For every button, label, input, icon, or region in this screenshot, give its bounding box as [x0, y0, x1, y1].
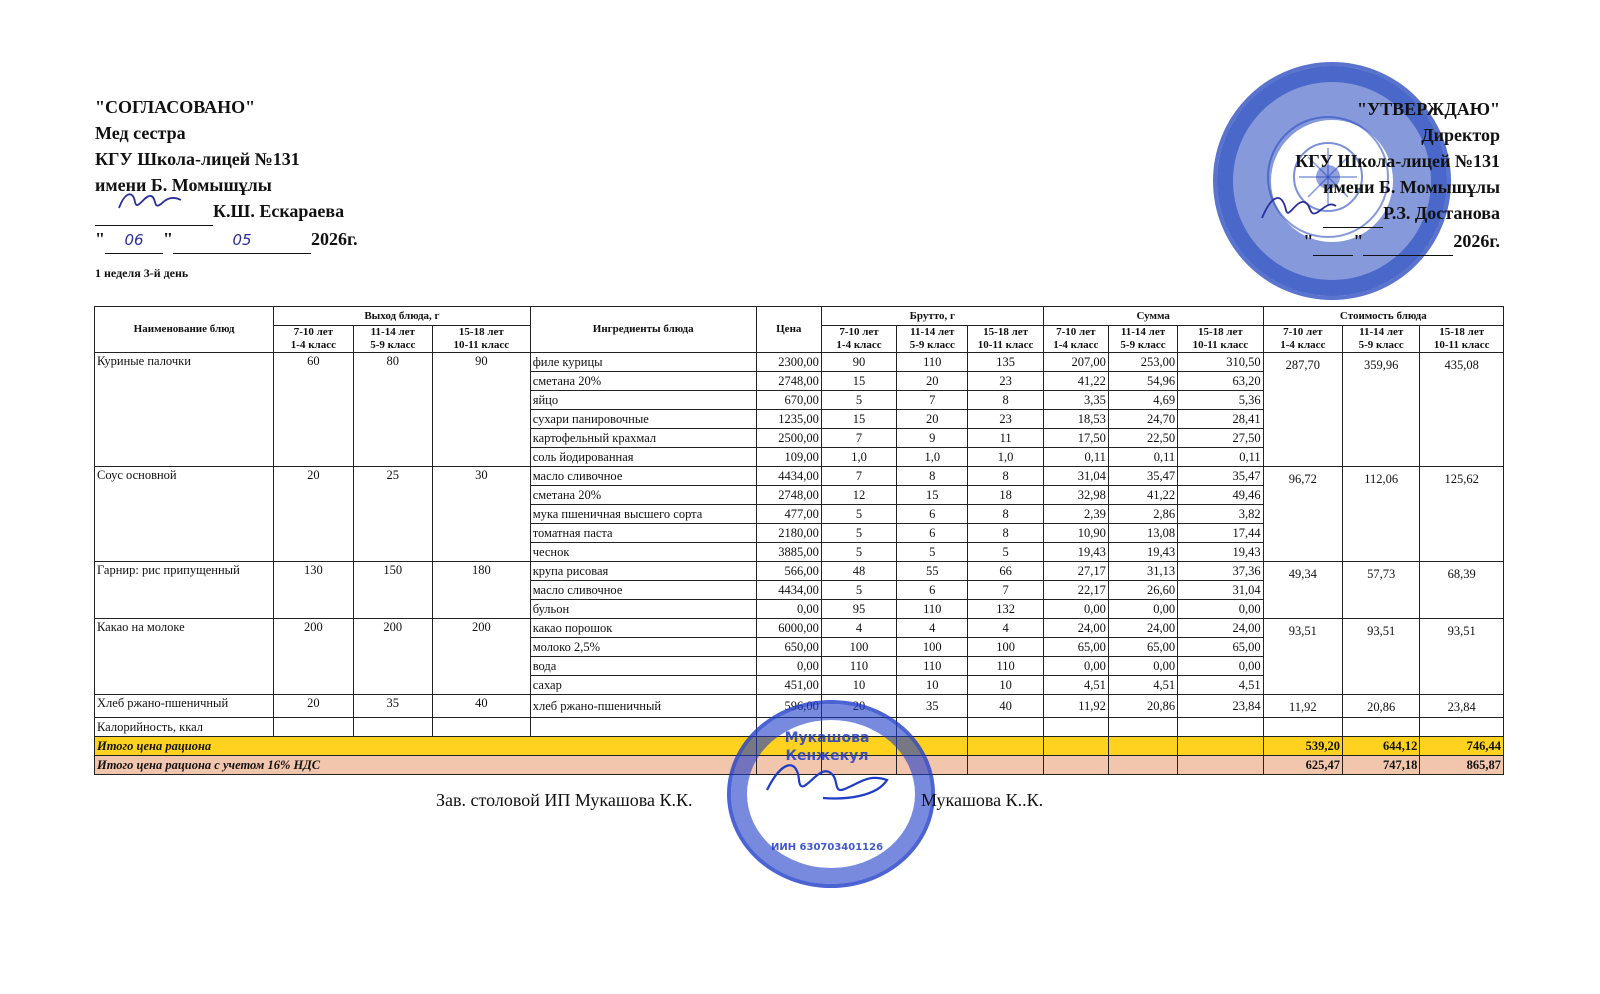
ingredient-sum: 63,20: [1178, 372, 1264, 391]
empty-cell: [1043, 756, 1108, 775]
header-class: 10-11 класс: [977, 339, 1034, 351]
ingredient-brutto: 8: [968, 467, 1043, 486]
header-dish: Наименование блюд: [95, 307, 274, 353]
empty-cell: [1108, 718, 1177, 737]
week-label: 1 неделя 3-й день: [95, 266, 189, 280]
dish-name: Куриные палочки: [95, 353, 274, 467]
ingredient-sum: 31,04: [1178, 581, 1264, 600]
ingredient-name: соль йодированная: [530, 448, 756, 467]
approval-right-title: "УТВЕРЖДАЮ": [1356, 99, 1500, 119]
header-age: 7-10 лет: [1283, 326, 1323, 338]
header-age: 7-10 лет: [839, 326, 879, 338]
header-age: 15-18 лет: [1197, 326, 1243, 338]
vat-value: 865,87: [1420, 756, 1504, 775]
ingredient-brutto: 100: [821, 638, 896, 657]
ingredient-brutto: 4: [897, 619, 968, 638]
empty-cell: [968, 718, 1043, 737]
dish-cost: 125,62: [1420, 467, 1504, 562]
ingredient-brutto: 1,0: [968, 448, 1043, 467]
dish-cost: 435,08: [1420, 353, 1504, 467]
table-row: [95, 353, 1504, 372]
ingredient-brutto: 15: [897, 486, 968, 505]
ingredient-brutto: 66: [968, 562, 1043, 581]
ingredient-name: филе курицы: [530, 353, 756, 372]
ingredient-sum: 23,84: [1178, 695, 1264, 718]
ingredient-sum: 10,90: [1043, 524, 1108, 543]
header-age-class-2: [1343, 326, 1420, 353]
ingredient-sum: 20,86: [1108, 695, 1177, 718]
header-age: 15-18 лет: [458, 326, 504, 338]
ingredient-name: мука пшеничная высшего сорта: [530, 505, 756, 524]
dish-name: Соус основной: [95, 467, 274, 562]
ingredient-name: сухари панировочные: [530, 410, 756, 429]
ingredient-sum: 0,00: [1043, 657, 1108, 676]
approval-right-org-name: имени Б. Момышұлы: [1323, 177, 1500, 197]
header-class: 1-4 класс: [1280, 339, 1326, 351]
ingredient-brutto: 110: [897, 600, 968, 619]
ingredient-brutto: 7: [821, 429, 896, 448]
ingredient-brutto: 5: [821, 524, 896, 543]
footer-left: Зав. столовой ИП Мукашова К.К.: [436, 790, 693, 810]
ingredient-price: 451,00: [756, 676, 821, 695]
total-value: 746,44: [1420, 737, 1504, 756]
ingredient-brutto: 110: [968, 657, 1043, 676]
header-class: 10-11 класс: [453, 339, 510, 351]
empty-cell: [1108, 737, 1177, 756]
total-value: 644,12: [1343, 737, 1420, 756]
dish-cost: 112,06: [1343, 467, 1420, 562]
header-age-class-3: [432, 326, 530, 353]
total-value: 539,20: [1263, 737, 1342, 756]
approval-left-year: 2026г.: [311, 229, 358, 249]
canteen-stamp-line1: Мукашова: [784, 730, 870, 746]
ingredient-sum: 31,04: [1043, 467, 1108, 486]
ingredient-sum: 5,36: [1178, 391, 1264, 410]
header-class: 5-9 класс: [909, 339, 955, 351]
ingredient-sum: 37,36: [1178, 562, 1264, 581]
ingredient-brutto: 8: [968, 524, 1043, 543]
footer-right: Мукашова К..К.: [921, 790, 1044, 810]
ingredient-price: 670,00: [756, 391, 821, 410]
dish-cost: 93,51: [1343, 619, 1420, 695]
ingredient-sum: 41,22: [1108, 486, 1177, 505]
ingredient-sum: 65,00: [1108, 638, 1177, 657]
ingredient-sum: 65,00: [1178, 638, 1264, 657]
header-sum: Сумма: [1043, 307, 1263, 326]
ingredient-price: 2748,00: [756, 486, 821, 505]
approval-right: [1250, 96, 1500, 256]
empty-cell: [1178, 718, 1264, 737]
ingredient-sum: 13,08: [1108, 524, 1177, 543]
ingredient-name: крупа рисовая: [530, 562, 756, 581]
ingredient-sum: 3,82: [1178, 505, 1264, 524]
ingredient-price: 4434,00: [756, 467, 821, 486]
ingredient-price: 2748,00: [756, 372, 821, 391]
ingredient-price: 109,00: [756, 448, 821, 467]
ingredient-sum: 4,69: [1108, 391, 1177, 410]
dish-output: 60: [274, 353, 353, 467]
approval-right-day: [1313, 229, 1353, 256]
ingredient-sum: 24,00: [1178, 619, 1264, 638]
ingredient-sum: 18,53: [1043, 410, 1108, 429]
ingredient-sum: 0,00: [1108, 600, 1177, 619]
ingredient-brutto: 10: [897, 676, 968, 695]
ingredient-sum: 0,00: [1108, 657, 1177, 676]
approval-left: [95, 94, 358, 254]
ingredient-sum: 24,00: [1043, 619, 1108, 638]
dish-cost: 23,84: [1420, 695, 1504, 718]
header-age: 7-10 лет: [293, 326, 334, 338]
table-row: [95, 467, 1504, 486]
header-class: 5-9 класс: [1358, 339, 1404, 351]
header-age-class-1: [821, 326, 896, 353]
menu-table-header: [95, 307, 1504, 353]
approval-right-role: Директор: [1421, 125, 1500, 145]
dish-output: 20: [274, 467, 353, 562]
approval-left-date: " 06 " 05 2026г.: [95, 226, 358, 254]
ingredient-price: 2500,00: [756, 429, 821, 448]
ingredient-sum: 3,35: [1043, 391, 1108, 410]
approval-right-year: 2026г.: [1453, 231, 1500, 251]
ingredient-brutto: 6: [897, 524, 968, 543]
ingredient-name: чеснок: [530, 543, 756, 562]
header-brutto: Брутто, г: [821, 307, 1043, 326]
ingredient-sum: 2,39: [1043, 505, 1108, 524]
ingredient-sum: 17,50: [1043, 429, 1108, 448]
footer: [436, 790, 1076, 811]
header-age: 11-14 лет: [1359, 326, 1404, 338]
ingredient-brutto: 7: [897, 391, 968, 410]
approval-right-signer: Р.З. Достанова: [1383, 203, 1500, 223]
header-price: Цена: [756, 307, 821, 353]
ingredient-brutto: 55: [897, 562, 968, 581]
header-class: 1-4 класс: [290, 339, 336, 351]
table-row: [95, 562, 1504, 581]
ingredient-name: бульон: [530, 600, 756, 619]
ingredient-brutto: 100: [897, 638, 968, 657]
ingredient-brutto: 35: [897, 695, 968, 718]
ingredient-brutto: 95: [821, 600, 896, 619]
ingredient-brutto: 40: [968, 695, 1043, 718]
ingredient-brutto: 23: [968, 372, 1043, 391]
ingredient-sum: 11,92: [1043, 695, 1108, 718]
header-age-class-2: [353, 326, 432, 353]
approval-left-org: КГУ Школа-лицей №131: [95, 149, 300, 169]
approval-right-org: КГУ Школа-лицей №131: [1295, 151, 1500, 171]
header-cost: Стоимость блюда: [1263, 307, 1503, 326]
ingredient-name: вода: [530, 657, 756, 676]
header-age: 15-18 лет: [983, 326, 1029, 338]
ingredient-brutto: 8: [897, 467, 968, 486]
ingredient-brutto: 110: [821, 657, 896, 676]
dish-cost: 11,92: [1263, 695, 1342, 718]
dish-output: 35: [353, 695, 432, 718]
director-signature: [1258, 190, 1338, 226]
ingredient-brutto: 4: [968, 619, 1043, 638]
ingredient-name: какао порошок: [530, 619, 756, 638]
ingredient-brutto: 132: [968, 600, 1043, 619]
ingredient-sum: 26,60: [1108, 581, 1177, 600]
ingredient-price: 0,00: [756, 600, 821, 619]
dish-output: 200: [274, 619, 353, 695]
ingredient-price: 2300,00: [756, 353, 821, 372]
ingredient-brutto: 8: [968, 391, 1043, 410]
ingredient-brutto: 5: [968, 543, 1043, 562]
ingredient-brutto: 5: [821, 581, 896, 600]
ingredient-brutto: 15: [821, 372, 896, 391]
ingredient-sum: 4,51: [1043, 676, 1108, 695]
ingredient-brutto: 20: [897, 372, 968, 391]
empty-cell: [274, 718, 353, 737]
approval-left-month: 05: [173, 227, 311, 254]
ingredient-price: 2180,00: [756, 524, 821, 543]
ingredient-sum: 24,70: [1108, 410, 1177, 429]
empty-cell: [968, 737, 1043, 756]
medical-signature: [115, 186, 185, 216]
header-class: 1-4 класс: [836, 339, 882, 351]
ingredient-brutto: 15: [821, 410, 896, 429]
ingredient-name: сметана 20%: [530, 486, 756, 505]
ingredient-sum: 310,50: [1178, 353, 1264, 372]
ingredient-sum: 19,43: [1043, 543, 1108, 562]
dish-cost: 359,96: [1343, 353, 1420, 467]
empty-cell: [1343, 718, 1420, 737]
approval-right-month: [1363, 229, 1453, 256]
dish-name: Хлеб ржано-пшеничный: [95, 695, 274, 718]
ingredient-brutto: 110: [897, 353, 968, 372]
ingredient-sum: 0,11: [1178, 448, 1264, 467]
ingredient-brutto: 11: [968, 429, 1043, 448]
header-age: 11-14 лет: [370, 326, 415, 338]
ingredient-price: 6000,00: [756, 619, 821, 638]
ingredient-sum: 207,00: [1043, 353, 1108, 372]
ingredient-price: 650,00: [756, 638, 821, 657]
approval-left-title: "СОГЛАСОВАНО": [95, 97, 256, 117]
ingredient-brutto: 5: [897, 543, 968, 562]
ingredient-brutto: 1,0: [897, 448, 968, 467]
ingredient-name: сахар: [530, 676, 756, 695]
ingredient-sum: 22,17: [1043, 581, 1108, 600]
header-age-class-2: [897, 326, 968, 353]
ingredient-brutto: 4: [821, 619, 896, 638]
vat-value: 747,18: [1343, 756, 1420, 775]
ingredient-brutto: 5: [821, 391, 896, 410]
ingredient-sum: 22,50: [1108, 429, 1177, 448]
header-age: 7-10 лет: [1056, 326, 1096, 338]
ingredient-name: сметана 20%: [530, 372, 756, 391]
dish-cost: 20,86: [1343, 695, 1420, 718]
ingredient-sum: 4,51: [1108, 676, 1177, 695]
ingredient-sum: 19,43: [1178, 543, 1264, 562]
dish-cost: 93,51: [1263, 619, 1342, 695]
approval-left-signer: К.Ш. Ескараева: [213, 201, 345, 221]
calorie-label: Калорийность, ккал: [95, 718, 274, 737]
ingredient-sum: 2,86: [1108, 505, 1177, 524]
ingredient-brutto: 5: [821, 505, 896, 524]
header-class: 5-9 класс: [1120, 339, 1166, 351]
empty-cell: [1263, 718, 1342, 737]
dish-output: 150: [353, 562, 432, 619]
ingredient-price: 4434,00: [756, 581, 821, 600]
ingredient-brutto: 48: [821, 562, 896, 581]
ingredient-sum: 253,00: [1108, 353, 1177, 372]
ingredient-brutto: 10: [968, 676, 1043, 695]
canteen-stamp-iin: ИИН 630703401126: [770, 842, 884, 853]
empty-cell: [1043, 718, 1108, 737]
dish-output: 130: [274, 562, 353, 619]
dish-output: 180: [432, 562, 530, 619]
empty-cell: [1043, 737, 1108, 756]
ingredient-name: томатная паста: [530, 524, 756, 543]
ingredient-sum: 35,47: [1108, 467, 1177, 486]
ingredient-brutto: 90: [821, 353, 896, 372]
ingredient-brutto: 135: [968, 353, 1043, 372]
ingredient-brutto: 6: [897, 505, 968, 524]
vat-value: 625,47: [1263, 756, 1342, 775]
header-age-class-3: [1420, 326, 1504, 353]
header-ingredients: Ингредиенты блюда: [530, 307, 756, 353]
header-age-class-3: [1178, 326, 1264, 353]
empty-cell: [530, 718, 756, 737]
ingredient-brutto: 6: [897, 581, 968, 600]
ingredient-sum: 19,43: [1108, 543, 1177, 562]
dish-output: 20: [274, 695, 353, 718]
ingredient-brutto: 110: [897, 657, 968, 676]
dish-cost: 68,39: [1420, 562, 1504, 619]
approval-right-date: " " 2026г.: [1250, 228, 1500, 256]
ingredient-brutto: 1,0: [821, 448, 896, 467]
canteen-stamp-line2: Кенжекул: [785, 748, 869, 764]
dish-output: 90: [432, 353, 530, 467]
ingredient-price: 3885,00: [756, 543, 821, 562]
ingredient-sum: 41,22: [1043, 372, 1108, 391]
header-output: Выход блюда, г: [274, 307, 531, 326]
ingredient-sum: 28,41: [1178, 410, 1264, 429]
total-label: Итого цена рациона: [95, 737, 757, 756]
header-age: 11-14 лет: [910, 326, 955, 338]
dish-cost: 96,72: [1263, 467, 1342, 562]
ingredient-brutto: 7: [968, 581, 1043, 600]
ingredient-sum: 65,00: [1043, 638, 1108, 657]
ingredient-sum: 27,50: [1178, 429, 1264, 448]
ingredient-brutto: 5: [821, 543, 896, 562]
ingredient-sum: 0,00: [1043, 600, 1108, 619]
ingredient-name: молоко 2,5%: [530, 638, 756, 657]
header-age-class-3: [968, 326, 1043, 353]
ingredient-sum: 27,17: [1043, 562, 1108, 581]
dish-output: 80: [353, 353, 432, 467]
header-age: 11-14 лет: [1120, 326, 1166, 338]
vat-label: Итого цена рациона с учетом 16% НДС: [95, 756, 757, 775]
header-age-class-1: [274, 326, 353, 353]
header-age-class-2: [1108, 326, 1177, 353]
ingredient-brutto: 12: [821, 486, 896, 505]
ingredient-price: 596,00: [756, 695, 821, 718]
dish-output: 30: [432, 467, 530, 562]
header-age: 15-18 лет: [1439, 326, 1485, 338]
ingredient-price: 477,00: [756, 505, 821, 524]
ingredient-sum: 35,47: [1178, 467, 1264, 486]
ingredient-sum: 0,00: [1178, 657, 1264, 676]
header-class: 1-4 класс: [1053, 339, 1099, 351]
ingredient-sum: 0,11: [1043, 448, 1108, 467]
approval-left-day: 06: [105, 227, 163, 254]
ingredient-brutto: 100: [968, 638, 1043, 657]
ingredient-brutto: 18: [968, 486, 1043, 505]
header-class: 5-9 класс: [370, 339, 416, 351]
approval-left-org-name: имени Б. Момышұлы: [95, 175, 272, 195]
ingredient-brutto: 9: [897, 429, 968, 448]
table-row: [95, 619, 1504, 638]
ingredient-sum: 4,51: [1178, 676, 1264, 695]
ingredient-sum: 32,98: [1043, 486, 1108, 505]
dish-name: Гарнир: рис припущенный: [95, 562, 274, 619]
dish-cost: 57,73: [1343, 562, 1420, 619]
empty-cell: [1178, 737, 1264, 756]
empty-cell: [1108, 756, 1177, 775]
dish-cost: 93,51: [1420, 619, 1504, 695]
ingredient-name: масло сливочное: [530, 581, 756, 600]
dish-output: 200: [353, 619, 432, 695]
ingredient-price: 1235,00: [756, 410, 821, 429]
header-class: 10-11 класс: [1433, 339, 1490, 351]
empty-cell: [1420, 718, 1504, 737]
ingredient-brutto: 8: [968, 505, 1043, 524]
ingredient-sum: 17,44: [1178, 524, 1264, 543]
ingredient-brutto: 7: [821, 467, 896, 486]
empty-cell: [968, 756, 1043, 775]
ingredient-sum: 24,00: [1108, 619, 1177, 638]
ingredient-price: 566,00: [756, 562, 821, 581]
ingredient-sum: 0,11: [1108, 448, 1177, 467]
dish-cost: 287,70: [1263, 353, 1342, 467]
empty-cell: [353, 718, 432, 737]
ingredient-sum: 54,96: [1108, 372, 1177, 391]
ingredient-name: масло сливочное: [530, 467, 756, 486]
ingredient-brutto: 23: [968, 410, 1043, 429]
ingredient-name: хлеб ржано-пшеничный: [530, 695, 756, 718]
ingredient-sum: 31,13: [1108, 562, 1177, 581]
ingredient-brutto: 20: [821, 695, 896, 718]
ingredient-name: яйцо: [530, 391, 756, 410]
ingredient-name: картофельный крахмал: [530, 429, 756, 448]
dish-output: 25: [353, 467, 432, 562]
approval-left-role: Мед сестра: [95, 123, 186, 143]
header-age-class-1: [1263, 326, 1342, 353]
dish-cost: 49,34: [1263, 562, 1342, 619]
dish-name: Какао на молоке: [95, 619, 274, 695]
ingredient-sum: 49,46: [1178, 486, 1264, 505]
empty-cell: [1178, 756, 1264, 775]
ingredient-sum: 0,00: [1178, 600, 1264, 619]
dish-output: 40: [432, 695, 530, 718]
ingredient-price: 0,00: [756, 657, 821, 676]
header-age-class-1: [1043, 326, 1108, 353]
header-class: 10-11 класс: [1192, 339, 1249, 351]
ingredient-brutto: 20: [897, 410, 968, 429]
ingredient-brutto: 10: [821, 676, 896, 695]
dish-output: 200: [432, 619, 530, 695]
empty-cell: [432, 718, 530, 737]
